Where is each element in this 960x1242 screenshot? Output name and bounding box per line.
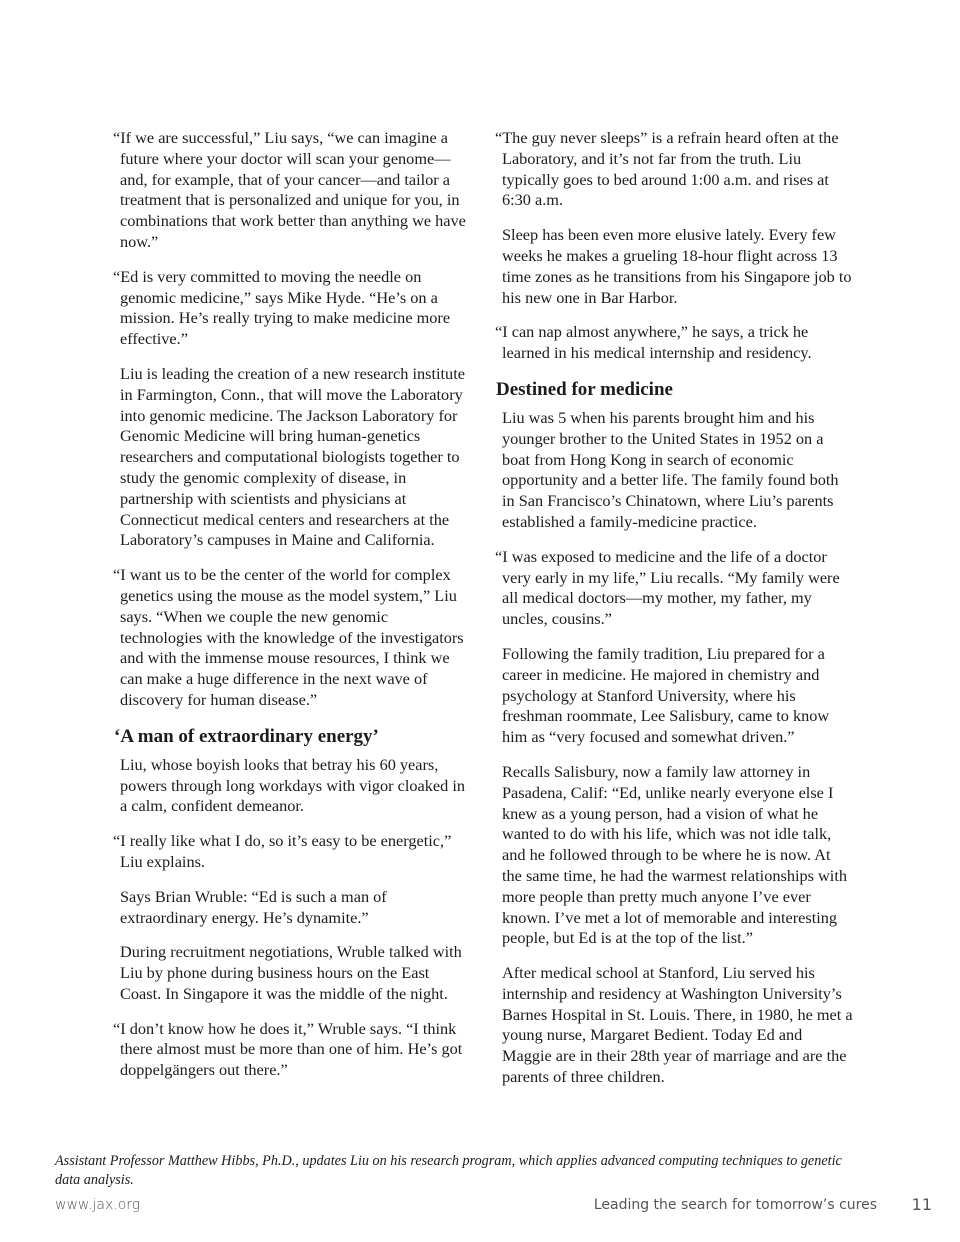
body-paragraph: After medical school at Stanford, Liu served his internship and residency at Washington University’s Barnes Hospital in St. Louis. There, in 1980, he met a young nurse, Margaret Bedient. Today Ed and Maggie are in their 28th year of marriage and are the parents of three children.: [502, 963, 853, 1087]
body-paragraph: “I want us to be the center of the world for complex genetics using the mouse as the model system,” Liu says. “When we couple the new genomic technologies with the knowledge of the investigators and with the immense mouse resources, I think we can make a huge difference in the next wave of discovery for human disease.”: [113, 565, 464, 709]
body-paragraph: Liu is leading the creation of a new research institute in Farmington, Conn., that will move the Laboratory into genomic medicine. The Jackson Laboratory for Genomic Medicine will bring human-genetics researchers and computational biologists together to study the genomic complexity of disease, in partnership with scientists and physicians at Connecticut medical centers and researchers at the Laboratory’s campuses in Maine and California.: [120, 363, 465, 550]
body-paragraph: “If we are successful,” Liu says, “we can imagine a future where your doctor will scan your genome—and, for example, that of your cancer—and tailor a treatment that is personalized and unique for you, in combinations that work better than anything we have now.”: [113, 128, 466, 251]
left-column: [112, 128, 467, 1095]
body-paragraph: Liu was 5 when his parents brought him and his younger brother to the United States in 1952 on a boat from Hong Kong in search of economic opportunity and a better life. The family found both in San Francisco’s Chinatown, where Liu’s parents established a family-medicine practice.: [502, 407, 839, 531]
body-paragraph: Liu, whose boyish looks that betray his 60 years, powers through long workdays with vigor cloaked in a calm, confident demeanor.: [120, 754, 466, 816]
page-number: 11: [911, 1195, 932, 1214]
body-paragraph: Sleep has been even more elusive lately. Every few weeks he makes a grueling 18-hour flight across 13 time zones as he transitions from his Singapore job to his new one in Bar Harbor.: [502, 225, 852, 307]
section-heading: Destined for medicine: [496, 378, 673, 400]
body-paragraph: Recalls Salisbury, now a family law attorney in Pasadena, Calif: “Ed, unlike nearly everyone else I knew as a young person, had a vision of what he wanted to do with his life, which was not idle talk, and he followed through to be where he is now. At the same time, he had the warmest relationships with more people than pretty much anyone I’ve ever known. I’ve met a lot of memorable and interesting people, but Ed is at the top of the list.”: [502, 761, 847, 948]
body-paragraph: During recruitment negotiations, Wruble talked with Liu by phone during business hours on the East Coast. In Singapore it was the middle of the night.: [120, 942, 462, 1003]
body-paragraph: Following the family tradition, Liu prepared for a career in medicine. He majored in chemistry and psychology at Stanford University, where his freshman roommate, Lee Salisbury, came to know him as “very focused and somewhat driven.”: [502, 643, 830, 747]
body-paragraph: “Ed is very committed to moving the needle on genomic medicine,” says Mike Hyde. “He’s on a mission. He’s really trying to make medicine more effective.”: [113, 266, 451, 349]
section-heading: ‘A man of extraordinary energy’: [114, 725, 379, 747]
body-paragraph: “I was exposed to medicine and the life of a doctor very early in my life,” Liu recalls. “My family were all medical doctors—my mother, my father, my uncles, cousins.”: [495, 546, 840, 629]
body-paragraph: “I don’t know how he does it,” Wruble says. “I think there almost must be more than one of him. He’s got doppelgängers out there.”: [113, 1018, 463, 1080]
body-paragraph: “I can nap almost anywhere,” he says, a trick he learned in his medical internship and residency.: [495, 322, 812, 363]
footer-url-link[interactable]: www.jax.org: [55, 1197, 141, 1213]
right-column: [494, 128, 854, 1102]
body-paragraph: “The guy never sleeps” is a refrain heard often at the Laboratory, and it’s not far from the truth. Liu typically goes to bed around 1:00 a.m. and rises at 6:30 a.m.: [495, 128, 839, 210]
body-paragraph: “I really like what I do, so it’s easy to be energetic,” Liu explains.: [113, 831, 452, 871]
body-paragraph: Says Brian Wruble: “Ed is such a man of extraordinary energy. He’s dynamite.”: [120, 886, 387, 927]
photo-caption: Assistant Professor Matthew Hibbs, Ph.D., updates Liu on his research program, which applies advanced computing techniques to genetic data analysis.: [55, 1153, 842, 1188]
footer-tagline: Leading the search for tomorrow’s cures: [593, 1197, 877, 1213]
